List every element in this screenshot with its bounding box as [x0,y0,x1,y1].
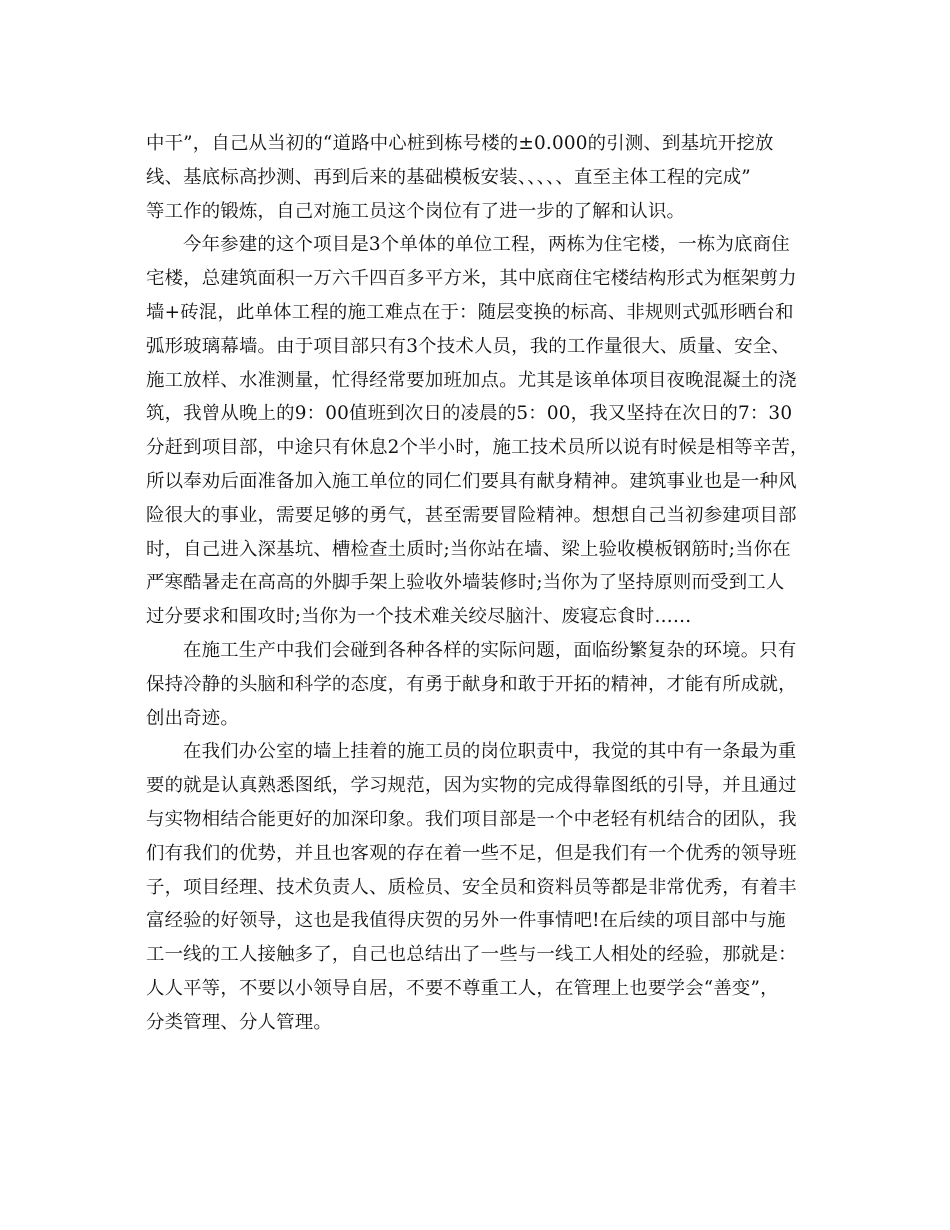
text-line: 险很大的事业，需要足够的勇气，甚至需要冒险精神。想想自己当初参建项目部 [146,504,797,526]
text-line: 分类管理、分人管理。 [146,1011,332,1033]
text-line: 严寒酷暑走在高高的外脚手架上验收外墙装修时;当你为了坚持原则而受到工人 [146,572,785,594]
text-line: 保持冷静的头脑和科学的态度，有勇于献身和敢于开拓的精神，才能有所成就， [146,673,797,695]
text-line: 中干”，自己从当初的“道路中心桩到栋号楼的±0.000的引测、到基坑开挖放 [146,133,774,154]
text-line: 创出奇迹。 [146,707,239,729]
text-line: 所以奉劝后面准备加入施工单位的同仁们要具有献身精神。建筑事业也是一种风 [146,470,797,492]
text-line: 在施工生产中我们会碰到各种各样的实际问题，面临纷繁复杂的环境。只有 [183,639,797,661]
text-line: 分赶到项目部，中途只有休息2个半小时，施工技术员所以说有时候是相等辛苦， [146,437,809,459]
text-line: 富经验的好领导，这也是我值得庆贺的另外一件事情吧!在后续的项目部中与施 [146,910,786,932]
text-line: 等工作的锻炼，自己对施工员这个岗位有了进一步的了解和认识。 [146,200,686,222]
text-line: 们有我们的优势，并且也客观的存在着一些不足，但是我们有一个优秀的领导班 [146,842,797,864]
text-line: 今年参建的这个项目是3个单体的单位工程，两栋为住宅楼，一栋为底商住 [183,234,790,256]
text-line: 筑，我曾从晚上的9：00值班到次日的凌晨的5：00，我又坚持在次日的7：30 [146,403,793,425]
text-line: 子，项目经理、技术负责人、质检员、安全员和资料员等都是非常优秀，有着丰 [146,876,797,898]
text-line: 线、基底标高抄测、再到后来的基础模板安装、、、、、直至主体工程的完成” [146,166,751,188]
text-line: 在我们办公室的墙上挂着的施工员的岗位职责中，我觉的其中有一条最为重 [183,741,797,763]
text-line: 与实物相结合能更好的加深印象。我们项目部是一个中老轻有机结合的团队，我 [146,808,797,830]
document-body [146,127,809,1040]
text-line: 宅楼，总建筑面积一万六千四百多平方米，其中底商住宅楼结构形式为框架剪力 [146,268,797,290]
text-line: 过分要求和围攻时;当你为一个技术难关绞尽脑汁、废寝忘食时…… [146,606,692,628]
text-line: 要的就是认真熟悉图纸，学习规范，因为实物的完成得靠图纸的引导，并且通过 [146,775,797,797]
text-line: 墙+砖混，此单体工程的施工难点在于：随层变换的标高、非规则式弧形晒台和 [146,301,794,323]
text-line: 工一线的工人接触多了，自己也总结出了一些与一线工人相处的经验，那就是： [146,944,797,966]
text-line: 弧形玻璃幕墙。由于项目部只有3个技术人员，我的工作量很大、质量、安全、 [146,335,790,357]
text-line: 人人平等，不要以小领导自居，不要不尊重工人，在管理上也要学会“善变”， [146,977,779,999]
text-line: 时，自己进入深基坑、槽检查土质时;当你站在墙、梁上验收模板钢筋时;当你在 [146,538,791,560]
text-line: 施工放样、水准测量，忙得经常要加班加点。尤其是该单体项目夜晚混凝土的浇 [146,369,797,391]
